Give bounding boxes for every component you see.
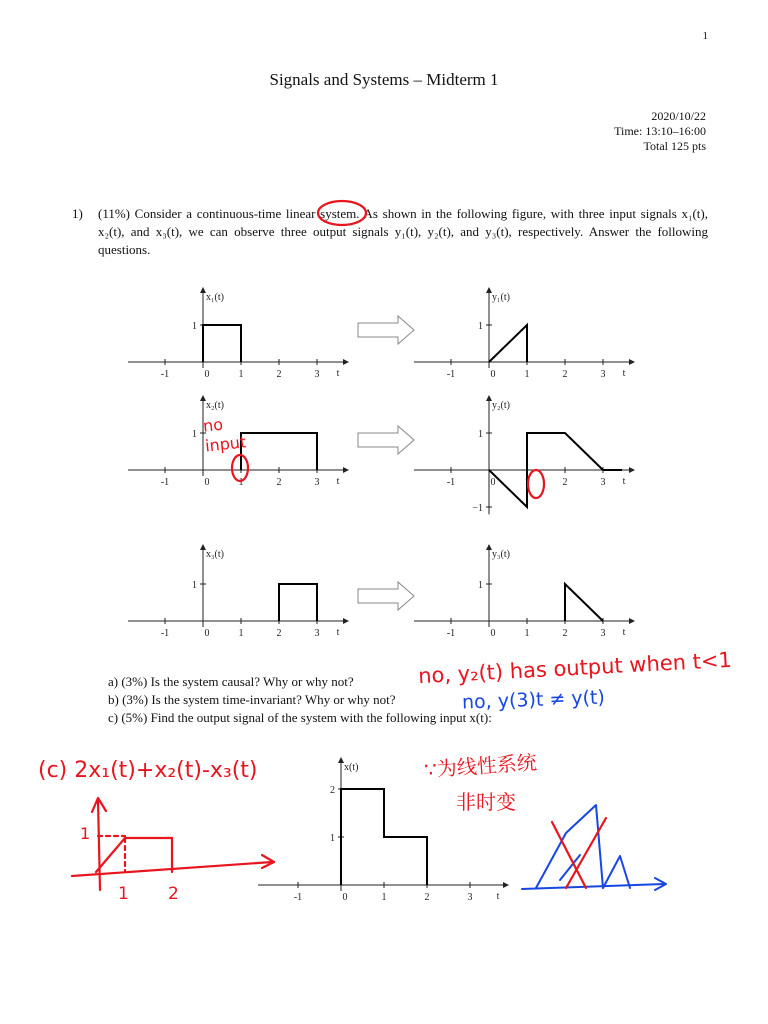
sketch-blue-plot <box>522 805 666 890</box>
problem-text: (11%) Consider a continuous-time linear system. As shown in the following figure, with three input signals x₁(t), x₂(t), and x₃(t), we can observe three output signals y₁(t), y₂(t), and y₃(t), respectively. Answer the following questions. <box>98 206 708 257</box>
page-title: Signals and Systems – Midterm 1 <box>269 70 499 89</box>
exam-date: 2020/10/22 <box>651 109 706 123</box>
t-tick-label: -1 <box>160 628 170 639</box>
sketch-tick-1: 1 <box>118 884 129 904</box>
value-tick-label: 1 <box>192 429 197 440</box>
t-tick-label: 2 <box>562 477 568 488</box>
t-axis-label: t <box>336 368 340 379</box>
plot-y1 <box>414 288 634 380</box>
t-tick-label: 0 <box>342 892 348 903</box>
plot-input-x <box>258 758 508 903</box>
t-tick-label: 3 <box>467 892 473 903</box>
signal-line <box>565 584 603 621</box>
system-arrow-1 <box>358 316 414 344</box>
t-tick-label: 3 <box>314 477 320 488</box>
t-tick-label: 2 <box>562 628 568 639</box>
t-tick-label: 3 <box>600 628 606 639</box>
sketch-tick-2: 2 <box>168 884 179 904</box>
exam-total: Total 125 pts <box>643 139 706 153</box>
t-tick-label: 0 <box>490 477 496 488</box>
t-tick-label: -1 <box>293 892 303 903</box>
t-axis-label: t <box>622 627 626 638</box>
t-tick-label: 1 <box>524 628 530 639</box>
chinese-annotation-1: ∵为线性系统 <box>423 750 538 782</box>
question-c: c) (5%) Find the output signal of the system with the following input x(t): <box>108 710 492 725</box>
t-axis-label: t <box>622 476 626 487</box>
value-axis-label: x₂(t) <box>206 400 224 411</box>
value-tick-label: 1 <box>478 580 483 591</box>
t-tick-label: 1 <box>524 477 530 488</box>
problem-number: 1) <box>72 206 83 221</box>
sketch-red-plot <box>72 798 274 890</box>
system-arrow-3 <box>358 582 414 610</box>
t-tick-label: 2 <box>276 477 282 488</box>
value-axis-label: x₃(t) <box>206 549 224 560</box>
t-tick-label: 0 <box>204 477 210 488</box>
t-axis-label: t <box>336 627 340 638</box>
page-number: 1 <box>702 30 708 42</box>
value-axis-label: y₃(t) <box>492 549 510 560</box>
sketch-tick-y: 1 <box>80 824 91 843</box>
value-tick-label: 1 <box>192 321 197 332</box>
t-tick-label: 0 <box>204 628 210 639</box>
t-tick-label: 3 <box>314 628 320 639</box>
plot-y2 <box>414 396 634 514</box>
signal-line <box>341 789 427 885</box>
t-tick-label: 0 <box>490 369 496 380</box>
system-arrow-2 <box>358 426 414 454</box>
t-axis-label: t <box>336 476 340 487</box>
value-tick-label: 1 <box>192 580 197 591</box>
plot-x3 <box>128 545 348 639</box>
chinese-annotation-2: 非时变 <box>456 790 516 814</box>
signal-line <box>279 584 317 621</box>
question-list <box>108 673 492 727</box>
value-axis-label: y₂(t) <box>492 400 510 411</box>
value-tick-label: 2 <box>330 785 335 796</box>
signal-line <box>203 325 241 362</box>
answer-b-annotation: no, y(3)t ≠ y(t) <box>461 686 606 714</box>
value-axis-label: y₁(t) <box>492 292 510 303</box>
t-axis-label: t <box>622 368 626 379</box>
value-tick-label: 1 <box>478 429 483 440</box>
t-tick-label: -1 <box>160 477 170 488</box>
t-tick-label: 0 <box>490 628 496 639</box>
t-tick-label: -1 <box>446 477 456 488</box>
question-b: b) (3%) Is the system time-invariant? Why or why not? <box>108 692 396 707</box>
t-tick-label: -1 <box>446 628 456 639</box>
t-tick-label: 0 <box>204 369 210 380</box>
t-tick-label: 1 <box>381 892 387 903</box>
question-a: a) (3%) Is the system causal? Why or why not? <box>108 674 354 689</box>
t-axis-label: t <box>496 891 500 902</box>
no-input-annotation: no input <box>202 414 248 456</box>
plot-y3 <box>414 545 634 639</box>
t-tick-label: -1 <box>446 369 456 380</box>
signal-line <box>489 325 527 362</box>
value-tick-label: 1 <box>478 321 483 332</box>
t-tick-label: 1 <box>238 628 244 639</box>
t-tick-label: -1 <box>160 369 170 380</box>
t-tick-label: 3 <box>314 369 320 380</box>
t-tick-label: 1 <box>238 369 244 380</box>
exam-time: Time: 13:10–16:00 <box>614 124 706 138</box>
plot-x1 <box>128 288 348 380</box>
value-tick-label: 1 <box>330 833 335 844</box>
t-tick-label: 1 <box>238 477 244 488</box>
t-tick-label: 2 <box>276 628 282 639</box>
t-tick-label: 3 <box>600 477 606 488</box>
y2-circle-annotation <box>528 470 544 498</box>
value-axis-label: x(t) <box>344 762 359 773</box>
t-tick-label: 1 <box>524 369 530 380</box>
linear-circle-annotation <box>318 201 366 225</box>
value-tick-label: −1 <box>472 503 483 514</box>
answer-a-annotation: no, y₂(t) has output when t<1 <box>417 647 733 689</box>
answer-c-annotation: (c) 2x₁(t)+x₂(t)-x₃(t) <box>38 758 258 783</box>
value-axis-label: x₁(t) <box>206 292 224 303</box>
t-tick-label: 2 <box>276 369 282 380</box>
t-tick-label: 3 <box>600 369 606 380</box>
t-tick-label: 2 <box>424 892 430 903</box>
t-tick-label: 2 <box>562 369 568 380</box>
